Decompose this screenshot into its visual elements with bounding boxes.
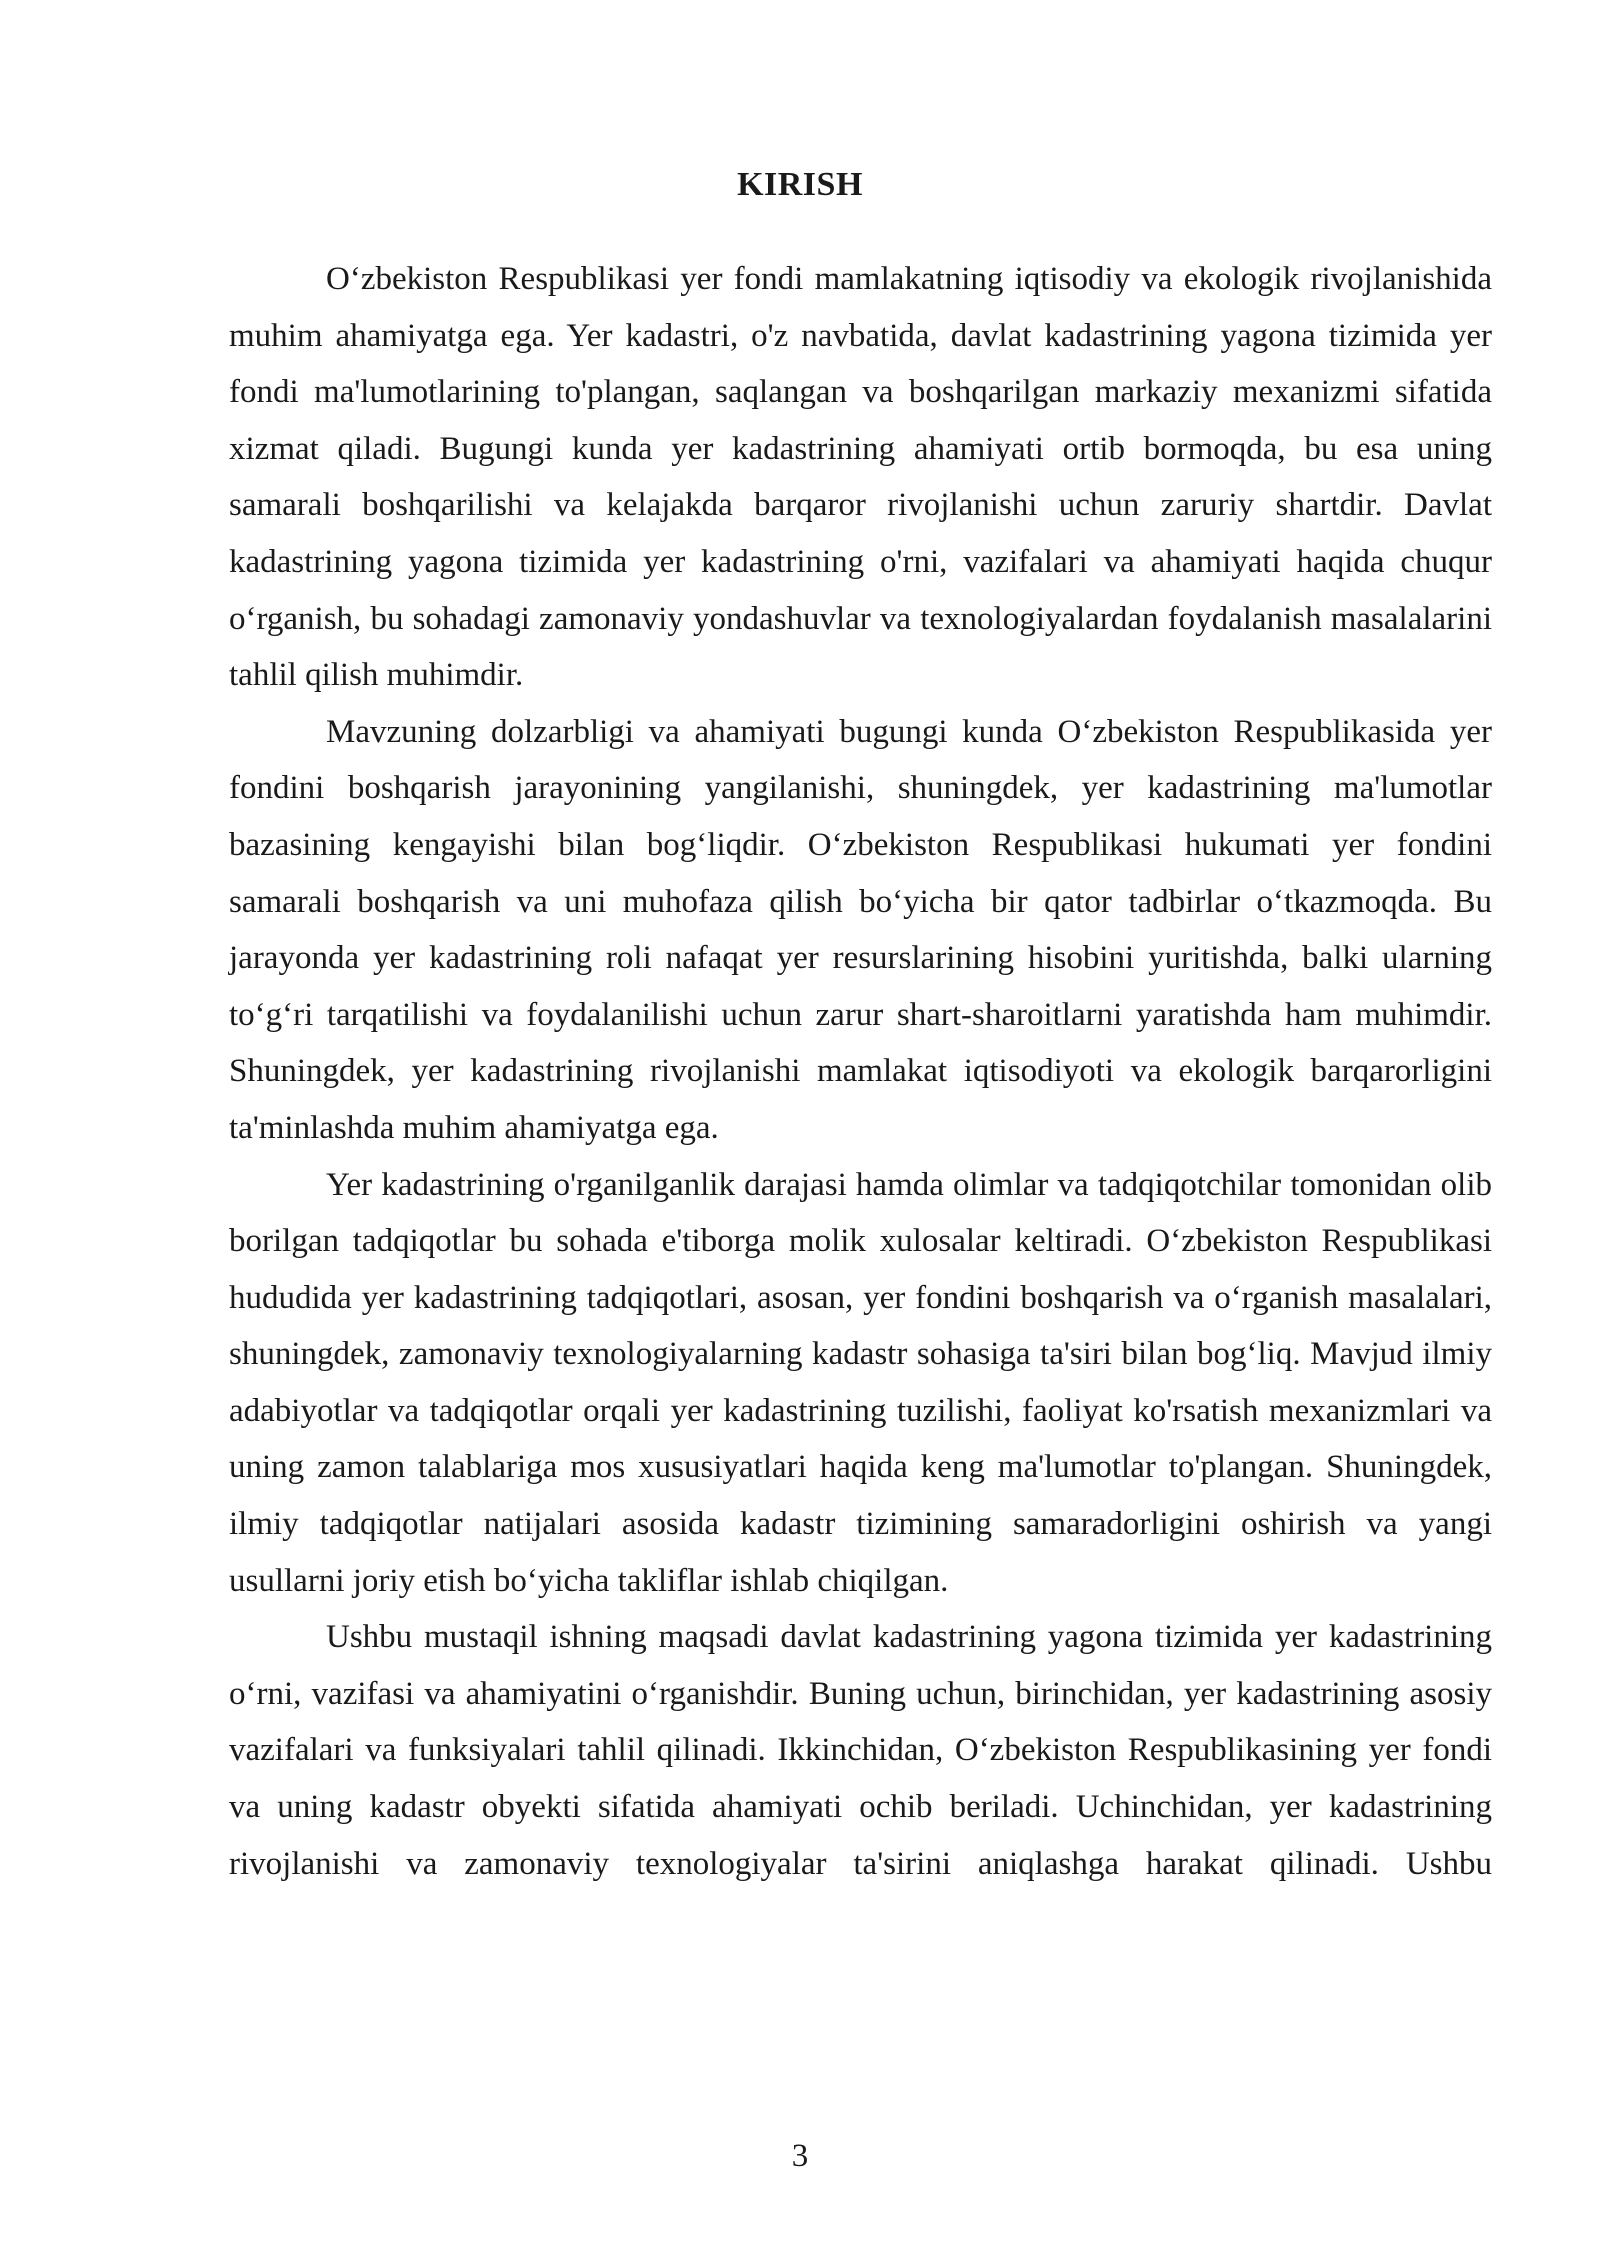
paragraph-1: O‘zbekiston Respublikasi yer fondi mamlakatning iqtisodiy va ekologik rivojlanishida muhim ahamiyatga ega. Yer kadastri, o'z navbatida, davlat kadastrining yagona tizimida yer fondi ma'lumotlarining to'plangan, saqlangan va boshqarilgan markaziy mexanizmi sifatida xizmat qiladi. Bugungi kunda yer kadastrining ahamiyati ortib bormoqda, bu esa uning samarali boshqarilishi va kelajakda barqaror rivojlanishi uchun zaruriy shartdir. Davlat kadastrining yagona tizimida yer kadastrining o'rni, vazifalari va ahamiyati haqida chuqur o‘rganish, bu sohadagi zamonaviy yondashuvlar va texnologiyalardan foydalanish masalalarini tahlil qilish muhimdir. [229,261,1492,694]
page-title: KIRISH [737,166,863,203]
paragraph-3: Yer kadastrining o'rganilganlik darajasi hamda olimlar va tadqiqotchilar tomonidan olib borilgan tadqiqotlar bu sohada e'tiborga molik xulosalar keltiradi. O‘zbekiston Respublikasi hududida yer kadastrining tadqiqotlari, asosan, yer fondini boshqarish va o‘rganish masalalari, shuningdek, zamonaviy texnologiyalarning kadastr sohasiga ta'siri bilan bog‘liq. Mavjud ilmiy adabiyotlar va tadqiqotlar orqali yer kadastrining tuzilishi, faoliyat ko'rsatish mexanizmlari va uning zamon talablariga mos xususiyatlari haqida keng ma'lumotlar to'plangan. Shuningdek, ilmiy tadqiqotlar natijalari asosida kadastr tizimining samaradorligini oshirish va yangi usullarni joriy etish bo‘yicha takliflar ishlab chiqilgan. [229,1166,1492,1599]
page-number: 3 [791,2138,809,2174]
paragraph-2: Mavzuning dolzarbligi va ahamiyati bugungi kunda O‘zbekiston Respublikasida yer fondini boshqarish jarayonining yangilanishi, shuningdek, yer kadastrining ma'lumotlar bazasining kengayishi bilan bog‘liqdir. O‘zbekiston Respublikasi hukumati yer fondini samarali boshqarish va uni muhofaza qilish bo‘yicha bir qator tadbirlar o‘tkazmoqda. Bu jarayonda yer kadastrining roli nafaqat yer resurslarining hisobini yuritishda, balki ularning to‘g‘ri tarqatilishi va foydalanilishi uchun zarur shart-sharoitlarni yaratishda ham muhimdir. Shuningdek, yer kadastrining rivojlanishi mamlakat iqtisodiyoti va ekologik barqarorligini ta'minlashda muhim ahamiyatga ega. [229,713,1492,1146]
body-text [229,251,1492,1892]
paragraph-4: Ushbu mustaqil ishning maqsadi davlat kadastrining yagona tizimida yer kadastrining o‘rni, vazifasi va ahamiyatini o‘rganishdir. Buning uchun, birinchidan, yer kadastrining asosiy vazifalari va funksiyalari tahlil qilinadi. Ikkinchidan, O‘zbekiston Respublikasining yer fondi va uning kadastr obyekti sifatida ahamiyati ochib beriladi. Uchinchidan, yer kadastrining rivojlanishi va zamonaviy texnologiyalar ta'sirini aniqlashga harakat qilinadi. Ushbu [229,1619,1492,1882]
